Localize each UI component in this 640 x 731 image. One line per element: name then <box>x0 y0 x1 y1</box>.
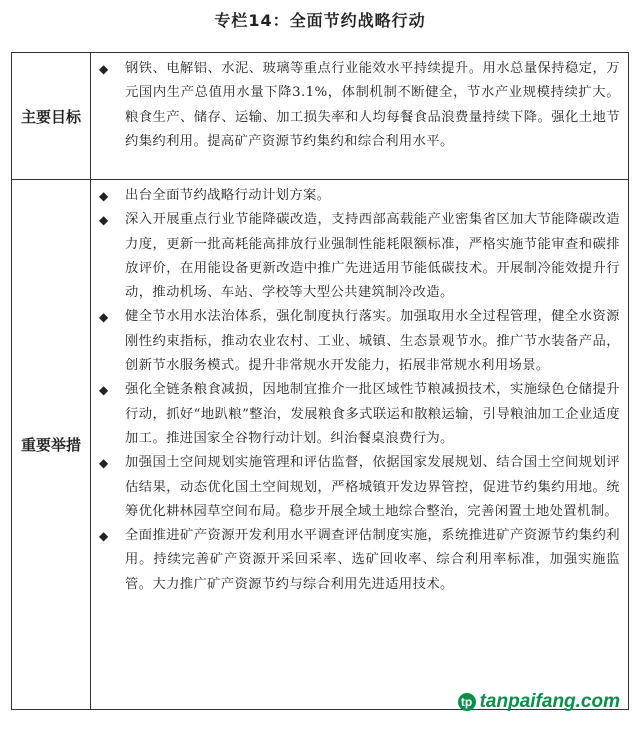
page-title: 专栏14：全面节约战略行动 <box>214 11 426 30</box>
list-item <box>97 524 620 597</box>
list-item <box>97 57 620 154</box>
diamond-bullet-icon: ◆ <box>99 529 109 544</box>
item-text: 出台全面节约战略行动计划方案。 <box>125 188 331 203</box>
content-table <box>11 52 629 710</box>
table-row-measures <box>12 180 629 710</box>
diamond-bullet-icon: ◆ <box>99 213 109 228</box>
row-content-goals <box>91 53 629 180</box>
list-item <box>97 305 620 378</box>
row-label-measures: 重要举措 <box>12 180 91 710</box>
item-text: 钢铁、电解铝、水泥、玻璃等重点行业能效水平持续提升。用水总量保持稳定，万元国内生产总值用水量下降3.1%，体制机制不断健全，节水产业规模持续扩大。粮食生产、储存、运输、加工损失率和人均每餐食品浪费量持续下降。强化土地节约集约利用。提高矿产资源节约集约和综合利用水平。 <box>125 61 620 149</box>
goals-list <box>97 57 620 154</box>
measures-list <box>97 184 620 597</box>
item-text: 健全节水用水法治体系，强化制度执行落实。加强取用水全过程管理，健全水资源刚性约束指标，推动农业农村、工业、城镇、生态景观节水。推广节水装备产品，创新节水服务模式。提升非常规水开发能力，拓展非常规水利用场景。 <box>125 309 620 374</box>
diamond-bullet-icon: ◆ <box>99 383 109 398</box>
item-text: 加强国土空间规划实施管理和评估监督，依据国家发展规划、结合国土空间规划评估结果，动态优化国土空间规划，严格城镇开发边界管控，促进节约集约用地。统筹优化耕林园草空间布局。稳步开展全域土地综合整治，完善闲置土地处置机制。 <box>125 455 620 519</box>
row-content-measures <box>91 180 629 710</box>
row-label-goals: 主要目标 <box>12 53 91 180</box>
item-text: 全面推进矿产资源开发利用水平调查评估制度实施，系统推进矿产资源节约集约利用。持续完善矿产资源开采回采率、选矿回收率、综合利用率标准，加强实施监管。大力推广矿产资源节约与综合利用先进适用技术。 <box>125 528 620 592</box>
list-item <box>97 451 620 524</box>
tanpaifang-logo-icon: tp <box>458 693 476 711</box>
diamond-bullet-icon: ◆ <box>99 62 109 76</box>
watermark-text: tanpaifang.com <box>479 691 620 712</box>
diamond-bullet-icon: ◆ <box>99 310 109 325</box>
list-item <box>97 378 620 451</box>
site-watermark <box>458 691 620 713</box>
diamond-bullet-icon: ◆ <box>99 456 109 471</box>
item-text: 强化全链条粮食减损，因地制宜推介一批区域性节粮减损技术，实施绿色仓储提升行动，抓好“地趴粮”整治，发展粮食多式联运和散粮运输，引导粮油加工企业适度加工。推进国家全谷物行动计划。纠治餐桌浪费行为。 <box>125 382 620 446</box>
list-item <box>97 208 620 305</box>
item-text: 深入开展重点行业节能降碳改造，支持西部高载能产业密集省区加大节能降碳改造力度，更新一批高耗能高排放行业强制性能耗限额标准，严格实施节能审查和碳排放评价，在用能设备更新改造中推广先进适用节能低碳技术。开展制冷能效提升行动，推动机场、车站、学校等大型公共建筑制冷改造。 <box>125 212 620 301</box>
table-row-goals <box>12 53 629 180</box>
diamond-bullet-icon: ◆ <box>99 189 109 203</box>
list-item <box>97 184 620 208</box>
